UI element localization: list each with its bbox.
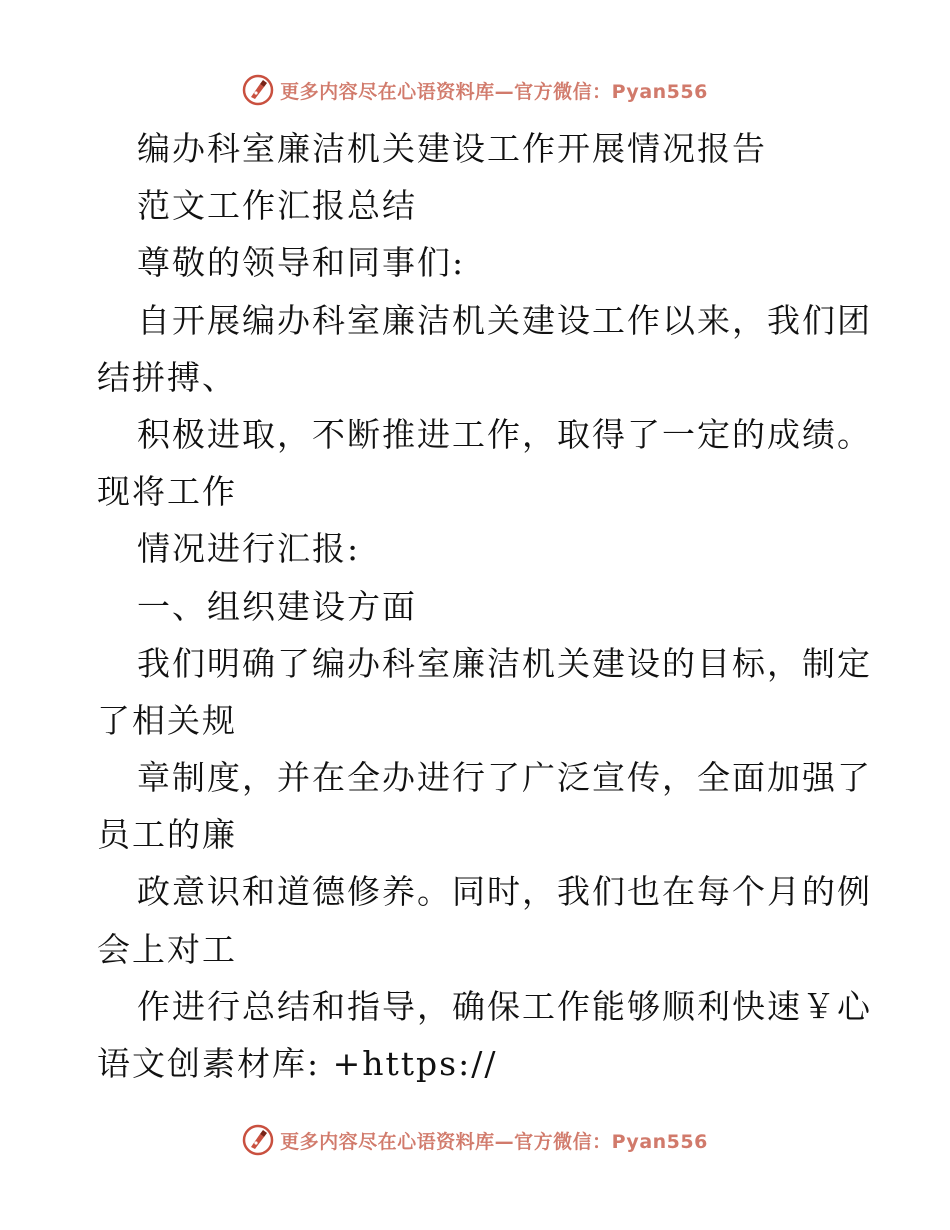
document-body [97, 120, 872, 1092]
text-line: 一、组织建设方面 [137, 586, 417, 626]
text-line: 政意识和道德修养。同时，我们也在每个月的例 [137, 872, 872, 912]
text-line: 员工的廉 [97, 815, 237, 855]
text-line: 结拼搏、 [97, 357, 237, 397]
text-line: 了相关规 [97, 700, 237, 740]
text-line: 情况进行汇报: [137, 529, 361, 569]
text-line: 语文创素材库: +https:// [97, 1044, 498, 1083]
text-line: 积极进取，不断推进工作，取得了一定的成绩。 [137, 414, 872, 454]
text-line: 现将工作 [97, 472, 237, 512]
text-line: 尊敬的领导和同事们: [137, 243, 466, 283]
pen-nib-logo-icon [242, 74, 274, 106]
banner-text: 更多内容尽在心语资料库—官方微信：Pyan556 [280, 1130, 708, 1153]
pen-nib-logo-icon [242, 1124, 274, 1156]
header-banner [0, 70, 950, 110]
text-line: 范文工作汇报总结 [137, 186, 417, 226]
text-line: 自开展编办科室廉洁机关建设工作以来，我们团 [137, 300, 872, 340]
banner-text: 更多内容尽在心语资料库—官方微信：Pyan556 [280, 80, 708, 103]
text-line: 作进行总结和指导，确保工作能够顺利快速￥心 [137, 986, 872, 1026]
text-line: 我们明确了编办科室廉洁机关建设的目标，制定 [137, 643, 872, 683]
footer-banner [0, 1120, 950, 1160]
text-line: 章制度，并在全办进行了广泛宣传，全面加强了 [137, 758, 872, 798]
text-line: 编办科室廉洁机关建设工作开展情况报告 [137, 129, 767, 168]
text-line: 会上对工 [97, 929, 237, 969]
